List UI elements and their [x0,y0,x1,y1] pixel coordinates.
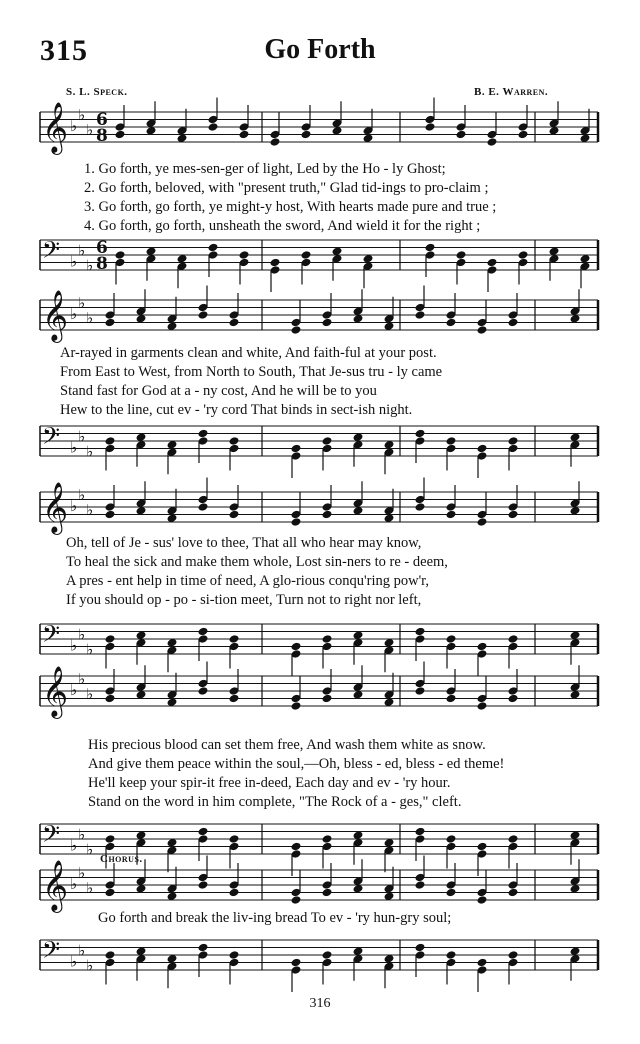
flat-icon: ♭ [86,684,94,703]
note-head [198,943,209,953]
time-signature-bottom: 8 [96,254,108,274]
flat-icon: ♭ [86,956,94,975]
hymn-number: 315 [40,34,88,67]
note-head [425,122,436,132]
note-head [487,137,498,147]
note-head [446,436,457,446]
note-head [518,250,529,260]
treble-staff-2 [0,288,640,348]
note-head [291,842,302,852]
note-head [456,250,467,260]
note-head [322,888,333,898]
bass-clef-icon: 𝄢 [42,236,61,269]
note-head [198,627,209,637]
note-head [291,701,302,711]
note-head [291,517,302,527]
note-head [115,130,126,140]
note-head [198,880,209,890]
music-credit: B. E. Warren. [474,86,549,98]
lyric-line: 4. Go forth, go forth, unsheath the sword, And wield it for the right ; [84,218,481,234]
lyric-line: Go forth and break the liv-ing bread To ev - 'ry hun-gry soul; [98,910,452,926]
bass-clef-icon: 𝄢 [42,820,61,853]
lyric-line: Stand on the word in him complete, "The Rock of a - ges," cleft. [88,794,462,810]
time-signature-bottom: 8 [96,126,108,146]
flat-icon: ♭ [70,952,78,971]
lyrics-system-1 [84,160,496,236]
flat-icon: ♭ [78,241,86,260]
note-head [105,694,116,704]
note-head [198,686,209,696]
note-head [508,888,519,898]
note-head [415,686,426,696]
note-head [415,880,426,890]
flat-icon: ♭ [70,875,78,893]
flat-icon: ♭ [78,293,86,312]
note-head [229,834,240,844]
note-head [446,634,457,644]
hymn-title: Go Forth [264,34,376,65]
flat-icon: ♭ [70,836,78,855]
note-head [446,510,457,520]
note-head [322,318,333,328]
note-head [477,517,488,527]
lyric-line: He'll keep your spir-it free in-deed, Each day and ev - 'ry hour. [88,775,451,791]
treble-clef-icon: 𝄞 [42,860,69,911]
bass-clef-icon: 𝄢 [42,422,61,455]
note-head [105,888,116,898]
note-head [198,502,209,512]
note-head [477,842,488,852]
flat-icon: ♭ [86,256,94,275]
note-head [229,318,240,328]
note-head [291,958,302,968]
treble-clef-icon: 𝄞 [42,290,69,341]
lyric-line: 1. Go forth, ye mes-sen-ger of light, Led by the Ho - ly Ghost; [84,161,446,177]
lyric-line: Oh, tell of Je - sus' love to thee, That all who hear may know, [66,535,422,551]
flat-icon: ♭ [86,500,94,519]
flat-icon: ♭ [78,485,86,504]
note-head [229,634,240,644]
note-head [415,429,426,439]
flat-icon: ♭ [78,625,86,644]
flat-icon: ♭ [70,636,78,655]
bass-clef-icon: 𝄢 [42,936,61,969]
treble-staff-3 [0,480,640,540]
bass-staff-3 [0,612,640,672]
note-head [415,827,426,837]
flat-icon: ♭ [86,840,94,859]
note-head [415,502,426,512]
treble-clef-icon: 𝄞 [42,102,69,153]
lyric-line: 3. Go forth, go forth, ye might-y host, With hearts made pure and true ; [84,199,497,215]
note-head [322,634,333,644]
flat-icon: ♭ [70,305,78,323]
note-head [291,325,302,335]
note-head [198,310,209,320]
words-credit: S. L. Speck. [66,86,128,98]
flat-icon: ♭ [70,681,78,699]
note-head [415,943,426,953]
note-head [301,130,312,140]
note-head [508,834,519,844]
note-head [198,827,209,837]
note-head [239,250,250,260]
note-head [229,950,240,960]
note-head [415,627,426,637]
note-head [322,834,333,844]
bass-staff-5 [0,928,640,988]
note-head [446,888,457,898]
note-head [198,429,209,439]
note-head [508,436,519,446]
note-head [508,510,519,520]
note-head [291,895,302,905]
note-head [508,318,519,328]
note-head [105,318,116,328]
treble-staff-1 [0,100,640,160]
note-head [291,642,302,652]
note-head [291,444,302,454]
treble-staff-4 [0,664,640,724]
flat-icon: ♭ [70,438,78,457]
note-head [105,510,116,520]
lyric-line: His precious blood can set them free, And wash them white as snow. [88,737,486,753]
bass-clef-icon: 𝄢 [42,620,61,653]
note-head [415,310,426,320]
note-head [446,834,457,844]
note-head [477,444,488,454]
note-head [477,325,488,335]
note-head [229,694,240,704]
lyric-line: And give them peace within the soul,—Oh, bless - ed, bless - ed theme! [88,756,505,772]
lyric-line: Stand fast for God at a - ny cost, And he will be to you [60,383,377,399]
lyric-line: 2. Go forth, beloved, with "present truth," Glad tid-ings to pro-claim ; [84,180,489,196]
note-head [229,436,240,446]
note-head [508,950,519,960]
flat-icon: ♭ [78,863,86,882]
flat-icon: ♭ [70,497,78,515]
note-head [301,250,312,260]
time-signature-top: 6 [96,110,108,130]
note-head [229,888,240,898]
lyrics-system-2 [60,344,442,420]
note-head [105,634,116,644]
lyrics-system-3 [66,534,448,610]
bass-staff-1 [0,228,640,288]
note-head [508,694,519,704]
lyric-line: Hew to the line, cut ev - 'ry cord That binds in sect-ish night. [60,402,413,418]
note-head [322,436,333,446]
lyric-line: If you should op - po - si-tion meet, Turn not to right nor left, [66,592,422,608]
treble-clef-icon: 𝄞 [42,666,69,717]
flat-icon: ♭ [78,427,86,446]
note-head [456,130,467,140]
note-head [477,895,488,905]
note-head [239,130,250,140]
note-head [477,701,488,711]
note-head [446,950,457,960]
note-head [322,950,333,960]
note-head [270,137,281,147]
flat-icon: ♭ [86,640,94,659]
note-head [487,258,498,268]
flat-icon: ♭ [78,825,86,844]
note-head [322,510,333,520]
bass-staff-2 [0,414,640,474]
note-head [208,122,219,132]
note-head [446,318,457,328]
note-head [446,694,457,704]
flat-icon: ♭ [86,120,94,139]
note-head [477,642,488,652]
flat-icon: ♭ [86,308,94,327]
chorus-label: Chorus. [100,853,143,865]
note-head [508,634,519,644]
time-signature-top: 6 [96,238,108,258]
note-head [425,243,436,253]
lyric-line: Ar-rayed in garments clean and white, And faith-ful at your post. [60,345,437,361]
lyric-line: To heal the sick and make them whole, Lost sin-ners to re - deem, [66,554,448,570]
flat-icon: ♭ [78,941,86,960]
note-head [208,243,219,253]
lyrics-system-5 [98,909,451,928]
flat-icon: ♭ [70,252,78,271]
treble-clef-icon: 𝄞 [42,482,69,533]
flat-icon: ♭ [78,105,86,124]
note-head [105,834,116,844]
note-head [105,950,116,960]
note-head [518,130,529,140]
note-head [105,436,116,446]
page-number: 316 [309,996,331,1011]
note-head [229,510,240,520]
flat-icon: ♭ [78,669,86,688]
lyric-line: From East to West, from North to South, That Je-sus tru - ly came [60,364,443,380]
flat-icon: ♭ [86,878,94,897]
lyrics-system-4 [88,736,504,812]
flat-icon: ♭ [86,442,94,461]
note-head [115,250,126,260]
note-head [322,694,333,704]
note-head [477,958,488,968]
note-head [270,258,281,268]
flat-icon: ♭ [70,117,78,135]
lyric-line: A pres - ent help in time of need, A glo-rious conqu'ring pow'r, [66,573,430,589]
